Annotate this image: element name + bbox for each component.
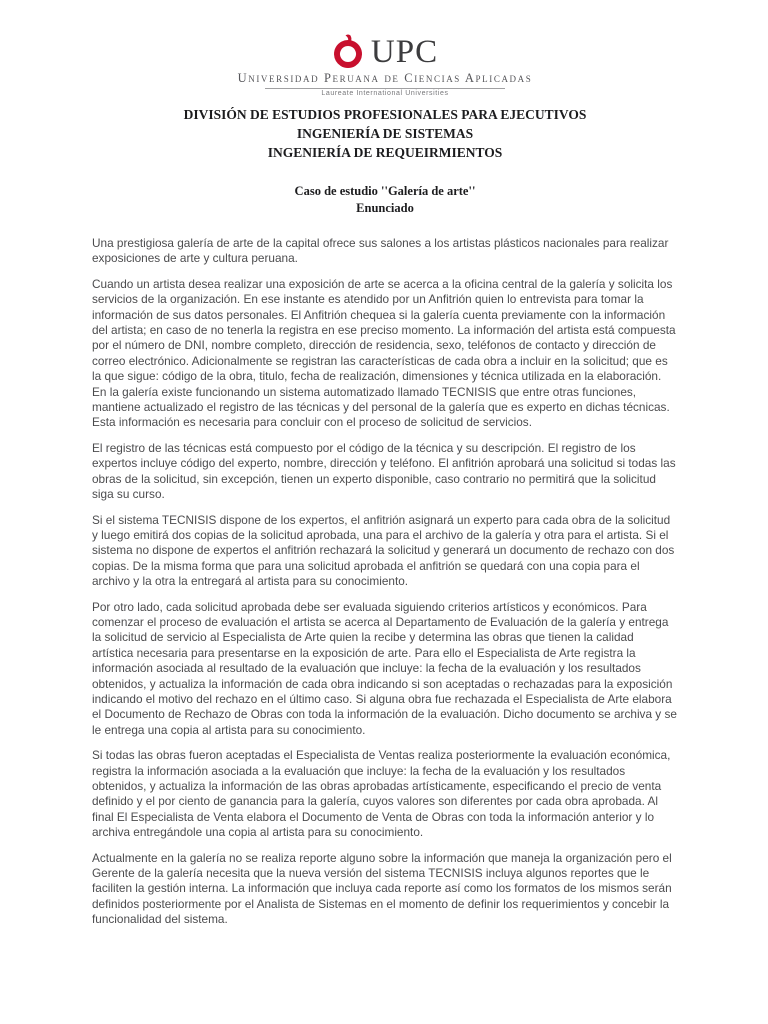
logo-divider: [265, 88, 505, 89]
heading-course: INGENIERÍA DE REQUEIRMIENTOS: [267, 145, 503, 160]
document-body: [92, 236, 678, 928]
logo-tagline: Laureate International Universities: [321, 90, 449, 97]
paragraph-registries: El registro de las técnicas está compuesto por el código de la técnica y su descripción. El registro de los expertos incluye código del experto, nombre, dirección y teléfono. El anfitrión aprobará una solicitud si todas las obras de la solicitud, sin excepción, tienen un experto disponible, caso contrario no permitirá que la solicitud siga su curso.: [92, 440, 676, 502]
paragraph-reports: Actualmente en la galería no se realiza reporte alguno sobre la información que maneja la organización pero el Gerente de la galería necesita que la nueva versión del sistema TECNISIS incluya algunos reportes que le faciliten la gestión interna. La información que incluya cada reporte así como los formatos de los mismos serán definidos posteriormente por el Analista de Sistemas en el momento de definir los requerimientos y concebir la funcionalidad del sistema.: [92, 850, 672, 927]
case-study-title-block: [92, 183, 678, 217]
paragraph-art-evaluation: Por otro lado, cada solicitud aprobada debe ser evaluada siguiendo criterios artísticos y económicos. Para comenzar el proceso de evaluación el artista se acerca al Departamento de Evaluación de la galería y entrega la solicitud de servicio al Especialista de Arte quien la recibe y determina las obras que tienen la calidad artística necesaria para presentarse en la exposición de arte. Para ello el Especialista de Arte registra la información asociada al resultado de la evaluación que incluye: la fecha de la evaluación y los resultados obtenidos, y actualiza la información de cada obra indicando si son aceptadas o rechazadas para la exposición indicando el motivo del rechazo en el último caso. Si alguna obra fue rechazada el Especialista de Arte elabora el Documento de Rechazo de Obras con toda la información de la evaluación. Dicho documento se archiva y se le entrega una copia al artista para su conocimiento.: [92, 599, 677, 737]
upc-flame-icon: [332, 34, 364, 70]
case-study-title: Caso de estudio ''Galería de arte'': [294, 184, 476, 198]
upc-logo-text: UPC: [370, 33, 439, 70]
paragraph-intro: Una prestigiosa galería de arte de la capital ofrece sus salones a los artistas plásticos nacionales para realizar exposiciones de arte y cultura peruana.: [92, 236, 669, 266]
paragraph-approval-rejection: Si el sistema TECNISIS dispone de los expertos, el anfitrión asignará un experto para cada obra de la solicitud y luego emitirá dos copias de la solicitud aprobada, una para el archivo de la galería y otra para el artista. Si el sistema no dispone de expertos el anfitrión rechazará la solicitud y generará un documento de rechazo con dos copias. De la misma forma que para una solicitud aprobada el anfitrión se quedará con una copia para el archivo y la otra la entregará al artista para su conocimiento.: [92, 512, 675, 589]
paragraph-sales-evaluation: Si todas las obras fueron aceptadas el Especialista de Ventas realiza posteriormente la evaluación económica, registra la información asociada a la evaluación que incluye: la fecha de la evaluación y los resultados obtenidos, y actualiza la información de las obras aprobadas artísticamente, especificando el precio de venta definido y el por ciento de ganancia para la galería, cuyos valores son diferentes por cada obra aprobada. Al final El Especialista de Venta elabora el Documento de Venta de Obras con toda la información anterior y lo archiva entregándole una copia al artista para su conocimiento.: [92, 748, 671, 840]
case-study-subtitle: Enunciado: [356, 201, 414, 215]
heading-division: DIVISIÓN DE ESTUDIOS PROFESIONALES PARA EJECUTIVOS: [183, 107, 587, 122]
upc-logo: [92, 34, 678, 97]
document-headings: [92, 105, 678, 162]
heading-career: INGENIERÍA DE SISTEMAS: [296, 126, 474, 141]
paragraph-request-process: Cuando un artista desea realizar una exposición de arte se acerca a la oficina central de la galería y solicita los servicios de la organización. En ese instante es atendido por un Anfitrión quien lo entrevista para tomar la información de sus datos personales. El Anfitrión chequea si la galería cuenta previamente con la información del artista; en caso de no tenerla la registra en ese preciso momento. La información del artista está compuesta por el número de DNI, nombre completo, dirección de residencia, sexo, teléfonos de contacto y dirección de correo electrónico. Adicionalmente se registran las características de cada obra a incluir en la solicitud; que es la que sigue: código de la obra, titulo, fecha de realización, dimensiones y técnica utilizada en la elaboración. En la galería existe funcionando un sistema automatizado llamado TECNISIS que entre otras funciones, mantiene actualizado el registro de las técnicas y del personal de la galería que es experto en dichas técnicas. Esta información es necesaria para concluir con el proceso de solicitud de servicios.: [92, 276, 676, 430]
university-name: Universidad Peruana de Ciencias Aplicadas: [237, 71, 533, 85]
upc-logo-row: [92, 34, 678, 70]
